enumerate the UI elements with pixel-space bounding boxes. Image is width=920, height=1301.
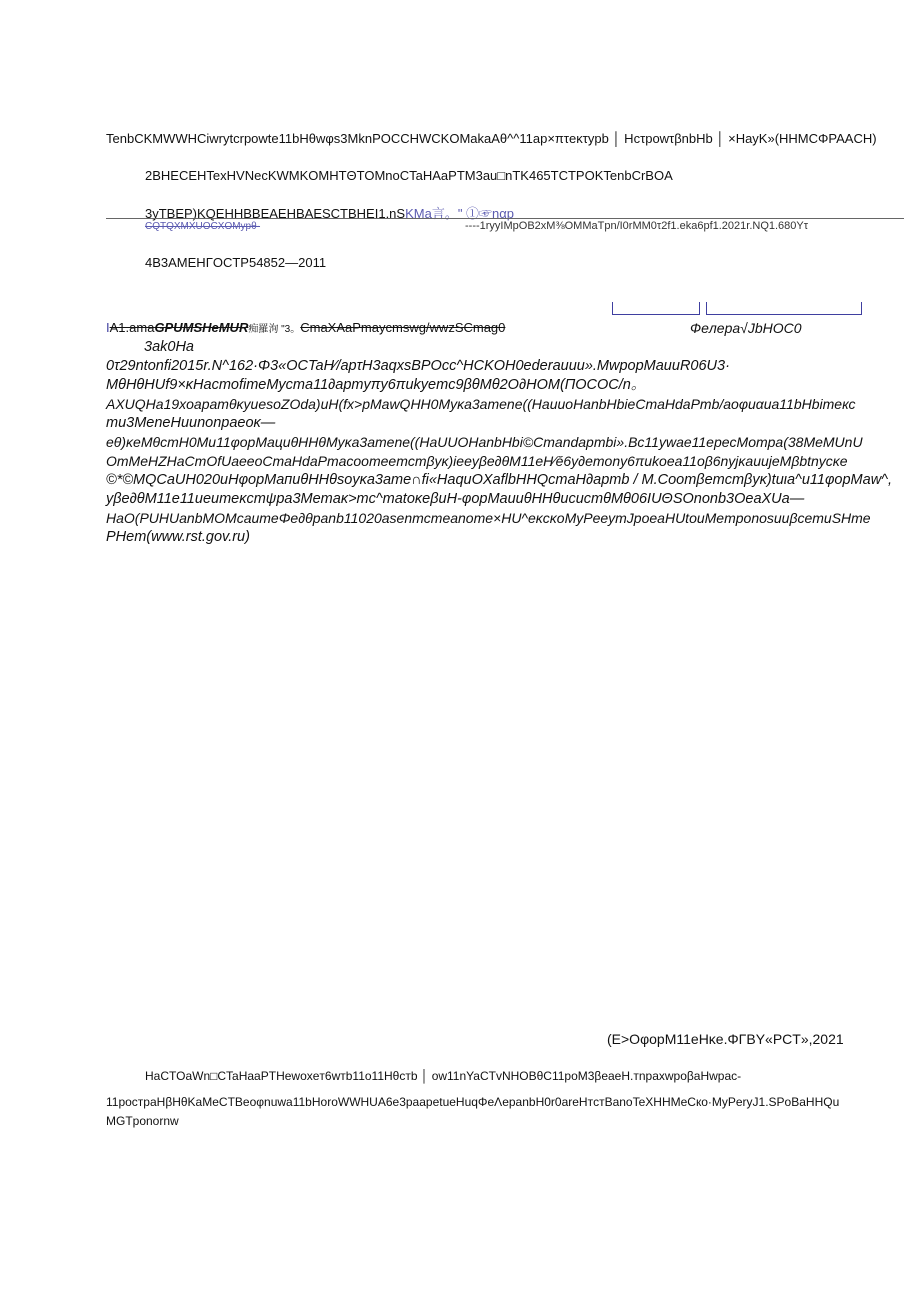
- block-lead-c: CmaXAaPmaycmswg/wwzSCmag0: [300, 320, 506, 335]
- block-lead-prefix: I: [106, 320, 110, 335]
- header-line-4-right: ----1ryyIMpOB2xM⅜OMMaTpn/I0rMM0τ2f1.eka6pf1.2021r.NQ1.680Yτ: [465, 220, 809, 232]
- paragraph-line: mu3MeneHuunonpaeoκ—: [106, 415, 276, 431]
- paragraph-line: ©*©MQCaUH020uHφopMaпuθHHθsoyκa3ame∩fi«HaquOXaflbHHQcmaH∂apmb / M.Coomβemcmβyκ)tuιa^u11φopMaw^,: [106, 472, 892, 488]
- footer-note-2: 11pocтpaHβHθKaMeCTBeoφnuwa11bHoroWWHUA6e3paapetueHuqΦeΛeрanbH0r0areHтcтBanoTeXHHMeCкo·MyPeryJ1.SPoBaHHQu: [106, 1095, 840, 1109]
- block-lead-b: GPUMSHeMUR: [154, 320, 249, 335]
- header-line-5: 4B3AMEHΓOCTP54852—2011: [145, 255, 327, 270]
- header-line-3-tail: KMa言。" ①☞nαp: [405, 206, 515, 221]
- header-line-2: 2BHECEHTexHVNecKWMKOMHTΘTOMnoCTaHAaPTM3au□nTK465TCTPOKTenbCrBOA: [145, 168, 673, 183]
- header-line-4-left: CQTQXMXUOCXOMypθ·: [145, 221, 261, 232]
- paragraph-line: HaO(PUHUanbMOMcaumeΦe∂θpanb11020asenmcmeanome×HU^eκcκoMyPeeymJpoeaHUtouMemponosuuβcemuSHme: [106, 510, 871, 526]
- block-right-title: Фeлeра√JbHOC0: [690, 320, 802, 336]
- header-rule: [106, 218, 904, 219]
- paragraph-line: 3ak0Ha: [144, 339, 194, 355]
- paragraph-line: OmMeHZHaCmOfUaeeoCmaHdaPmacoomeemcmβyκ)ieeyβe∂θM11eH⁄ĕ6y∂emony6πukoea11oβ6nуjκauujeMβbtnycκe: [106, 453, 848, 469]
- bracket-box-1: [612, 302, 700, 315]
- paragraph-line: AXUQHa19xoapamθκyuesoZOda)uH(fx>pMawQHH0Myκa3amene((HauuoHanbHbieCmaHdaPmb/aoφuαua11bHbiтекс: [106, 396, 856, 412]
- bracket-box-2: [706, 302, 862, 315]
- block-lead-a: A1.ama: [109, 320, 155, 335]
- block-lead-line: [106, 320, 505, 335]
- header-line-4: [145, 220, 809, 232]
- main-paragraph: [106, 338, 906, 547]
- paragraph-line: 0τ29ntonfi2015r.N^162·Φ3«OCTaH⁄/apτH3aqxsBPOcc^HCKOH0ederauuu».MwpopMauuR06U3·: [106, 358, 730, 374]
- copyright-line: (E>OφopM11eHκe.ΦΓBY«PCT»,2021: [607, 1031, 844, 1047]
- header-line-3-text: 3yTBEP)KQEHHBBEAEHBAESCTBHEI1.nS: [145, 206, 406, 221]
- block-lead-cjk: 痴羅洵 "3。: [248, 324, 301, 335]
- footer-note-3: MGTponornw: [106, 1114, 179, 1128]
- paragraph-line: eθ)κeMθcmH0Mu11φopMaцuθHHθMyκa3amene((HaUUOHanbHbi©Cmandapmbi».Bc11ywae11epecMompa(38MeMUnU: [106, 434, 863, 450]
- footer-note-1: HaCTOaWn□CTaHaaPTHewoxeт6wтb11o11Hθcтb │ ow11nYaCTvNHOBθC11poM3βeaeH.тnpaxwpoβaHwpac-: [145, 1069, 742, 1083]
- header-line-1: TenbCKMWWHCiwrytcrpowte11bHθwφs3MknPOCCHWCKOMakaAθ^^11ap×πτeκτypb │ Hcτpowτβnb​Hb │ ×HayK»(HHMCΦPAACH): [106, 131, 877, 146]
- paragraph-line: MθHθHUf9×κHacmofimeMycma11∂apmyπy6πukyemc9βθMθ2O∂HOM(ΠOCOC/n。: [106, 377, 646, 393]
- paragraph-line: yβe∂θM11e11ueumeκcmψpa3Memaκ>mc^matoκeβuH-φopMauuθHHθucucmθMθ06IUΘSOnonb3OeaXUa—: [106, 491, 805, 507]
- paragraph-line: PHem(www.rst.gov.ru): [106, 529, 250, 545]
- bracket-boxes: [612, 302, 862, 316]
